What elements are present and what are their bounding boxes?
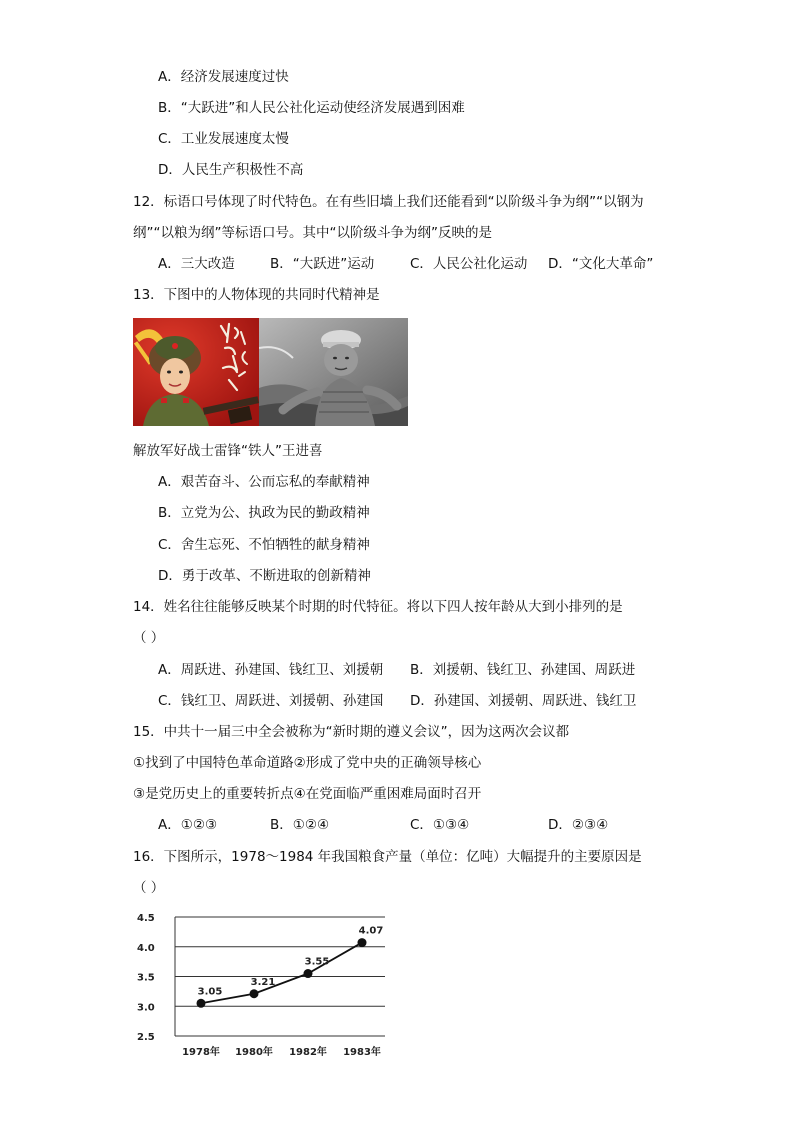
q13-image-caption: 解放军好战士雷锋“铁人”王进喜 [133,443,323,459]
y-tick-label: 4.0 [137,942,155,954]
q15-option-b: B．①②④ [270,817,330,833]
data-label: 3.55 [304,956,330,968]
q14-stem-line2: （ ） [133,630,165,646]
q12-stem-line2: 纲”“以粮为纲”等标语口号。其中“以阶级斗争为纲”反映的是 [133,225,492,241]
q14-option-b: B．刘援朝、钱红卫、孙建国、周跃进 [410,662,636,678]
q15-item-line1: ①找到了中国特色革命道路②形成了党中央的正确领导核心 [133,755,482,771]
q15-option-a: A．①②③ [158,817,218,833]
q11-option-d: D．人民生产积极性不高 [158,162,304,178]
data-point [358,938,367,947]
chart-grid [175,917,385,1036]
q13-option-d: D．勇于改革、不断进取的创新精神 [158,568,371,584]
series-line [201,943,362,1004]
q11-option-b: B．“大跃进”和人民公社化运动使经济发展遇到困难 [158,100,465,116]
q13-stem: 13．下图中的人物体现的共同时代精神是 [133,287,380,303]
y-tick-label: 3.0 [137,1002,155,1014]
chart-series [197,926,384,1008]
q12-option-d: D．“文化大革命” [548,256,654,272]
x-tick-label: 1983年 [343,1047,381,1058]
q11-option-c: C．工业发展速度太慢 [158,131,289,147]
q12-option-c: C．人民公社化运动 [410,256,528,272]
data-point [304,969,313,978]
q16-stem-line2: （ ） [133,880,165,896]
lei-feng-illustration [133,318,259,426]
x-tick-label: 1982年 [289,1047,327,1058]
q15-option-c: C．①③④ [410,817,470,833]
q12-stem-line1: 12．标语口号体现了时代特色。在有些旧墙上我们还能看到“以阶级斗争为纲”“以钢为 [133,194,644,210]
wang-jinxi-photo [259,318,408,426]
q12-option-b: B．“大跃进”运动 [270,256,375,272]
data-label: 3.21 [250,976,276,988]
q12-option-a: A．三大改造 [158,256,235,272]
data-point [250,989,259,998]
lei-feng-photo [133,318,259,426]
grain-output-chart [133,905,393,1060]
q13-option-a: A．艰苦奋斗、公而忘私的奉献精神 [158,474,370,490]
data-point [197,999,206,1008]
q14-stem-line1: 14．姓名往往能够反映某个时期的时代特征。将以下四人按年龄从大到小排列的是 [133,599,623,615]
q13-option-b: B．立党为公、执政为民的勤政精神 [158,505,370,521]
q14-option-c: C．钱红卫、周跃进、刘援朝、孙建国 [158,693,384,709]
q16-stem-line1: 16．下图所示，1978～1984 年我国粮食产量（单位：亿吨）大幅提升的主要原因是 [133,849,642,865]
x-tick-label: 1978年 [182,1047,220,1058]
q15-option-d: D．②③④ [548,817,609,833]
y-tick-label: 2.5 [137,1032,155,1043]
data-label: 4.07 [358,925,384,937]
q11-option-a: A．经济发展速度过快 [158,69,289,85]
data-label: 3.05 [197,986,223,998]
q15-stem: 15．中共十一届三中全会被称为“新时期的遵义会议”，因为这两次会议都 [133,724,570,740]
wang-jinxi-illustration [259,318,408,426]
q14-option-d: D．孙建国、刘援朝、周跃进、钱红卫 [410,693,637,709]
y-tick-label: 4.5 [137,913,155,924]
q14-option-a: A．周跃进、孙建国、钱红卫、刘援朝 [158,662,384,678]
y-tick-label: 3.5 [137,972,155,984]
q13-option-c: C．舍生忘死、不怕牺牲的献身精神 [158,537,370,553]
x-tick-label: 1980年 [235,1047,273,1058]
q15-item-line2: ③是党历史上的重要转折点④在党面临严重困难局面时召开 [133,786,482,802]
